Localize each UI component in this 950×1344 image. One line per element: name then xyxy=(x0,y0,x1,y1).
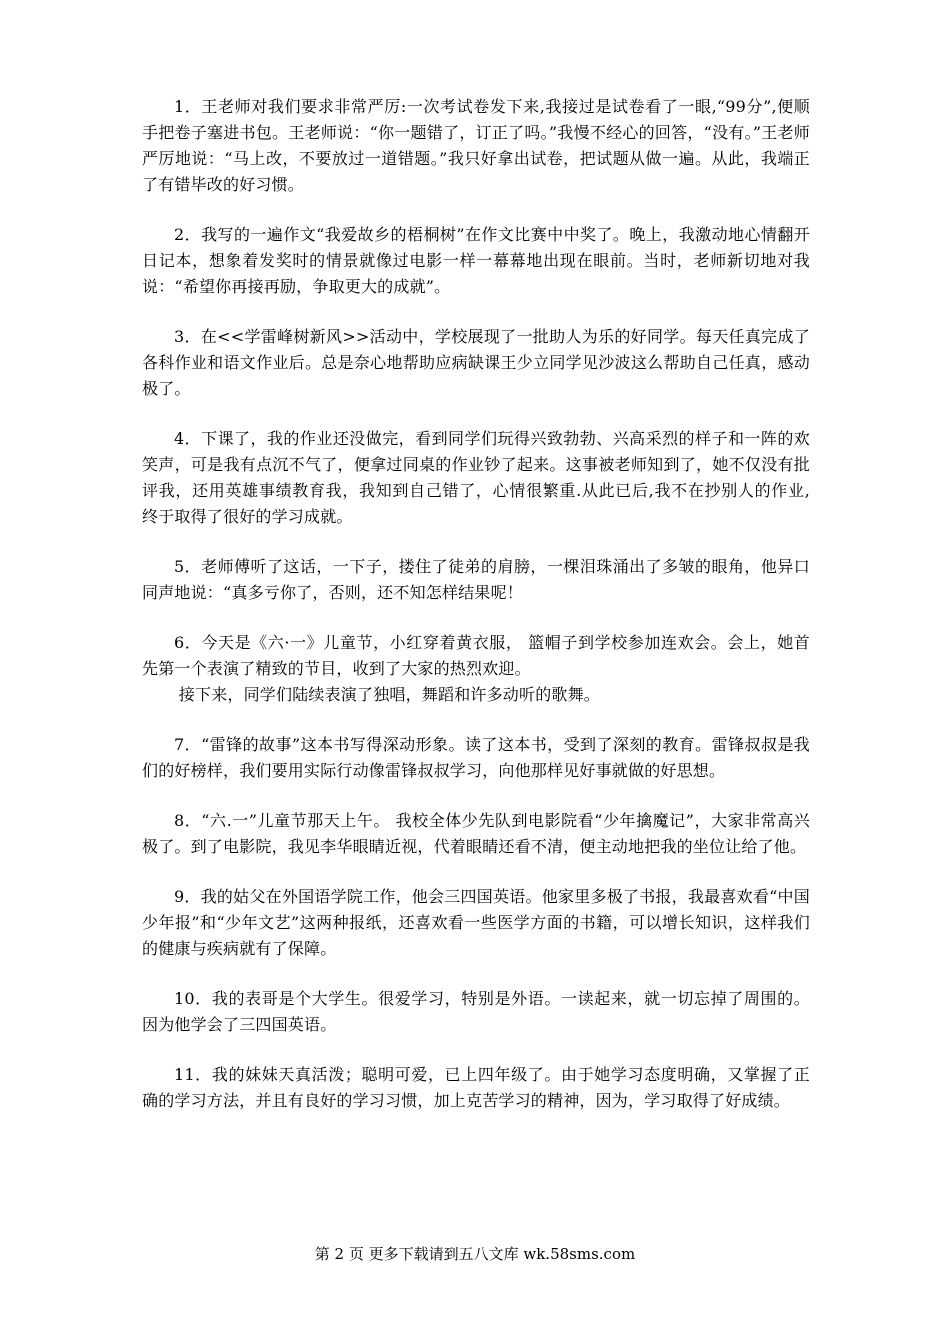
document-body xyxy=(142,94,810,1138)
paragraph-3 xyxy=(142,324,810,402)
paragraph-text: 2．我写的一遍作文“我爱故乡的梧桐树”在作文比赛中中奖了。晚上，我激动地心情翻开日记本，想象着发奖时的情景就像过电影一样一幕幕地出现在眼前。当时，老师新切地对我说：“希望你再接再励，争取更大的成就”。 xyxy=(142,225,810,296)
paragraph-7 xyxy=(142,732,810,784)
paragraph-text: 4．下课了，我的作业还没做完，看到同学们玩得兴致勃勃、兴高采烈的样子和一阵的欢笑声，可是我有点沉不气了，便拿过同桌的作业钞了起来。这事被老师知到了，她不仅没有批评我，还用英雄事绩教育我，我知到自己错了，心情很繁重.从此已后,我不在抄别人的作业, 终于取得了很好的学习成就。 xyxy=(142,429,810,526)
paragraph-text: 5．老师傅听了这话，一下子，搂住了徒弟的肩膀，一棵泪珠涌出了多皱的眼角，他异口同声地说：“真多亏你了，否则，还不知怎样结果呢！ xyxy=(142,557,810,602)
paragraph-continuation: 接下来，同学们陆续表演了独唱，舞蹈和许多动听的歌舞。 xyxy=(178,685,600,704)
paragraph-text: 8．“六.一”儿童节那天上午。 我校全体少先队到电影院看“少年擒魔记”，大家非常高兴极了。到了电影院，我见李华眼睛近视，代着眼睛还看不清，便主动地把我的坐位让给了他。 xyxy=(142,811,810,856)
paragraph-11 xyxy=(142,1062,810,1114)
paragraph-text: 3．在<<学雷峰树新风>>活动中，学校展现了一批助人为乐的好同学。每天任真完成了各科作业和语文作业后。总是奈心地帮助应病缺课王少立同学见沙波这么帮助自己任真，感动极了。 xyxy=(142,327,810,398)
paragraph-text: 9．我的姑父在外国语学院工作，他会三四国英语。他家里多极了书报，我最喜欢看“中国少年报”和“少年文艺”这两种报纸，还喜欢看一些医学方面的书籍，可以增长知识，这样我们的健康与疾病就有了保障。 xyxy=(142,887,810,958)
paragraph-text: 6．今天是《六·一》儿童节，小红穿着黄衣服， 篮帽子到学校参加连欢会。会上，她首先第一个表演了精致的节目，收到了大家的热烈欢迎。 xyxy=(142,633,810,678)
paragraph-5 xyxy=(142,554,810,606)
page-footer: 第 2 页 更多下载请到五八文库 wk.58sms.com xyxy=(314,1245,636,1263)
paragraph-4 xyxy=(142,426,810,530)
paragraph-1 xyxy=(142,94,810,198)
paragraph-text: 7．“雷锋的故事”这本书写得深动形象。读了这本书，受到了深刻的教育。雷锋叔叔是我们的好榜样，我们要用实际行动像雷锋叔叔学习，向他那样见好事就做的好思想。 xyxy=(142,735,810,780)
paragraph-text: 11．我的妹妹天真活泼；聪明可爱，已上四年级了。由于她学习态度明确，又掌握了正确的学习方法，并且有良好的学习习惯，加上克苦学习的精神，因为，学习取得了好成绩。 xyxy=(142,1065,810,1110)
paragraph-10 xyxy=(142,986,810,1038)
paragraph-8 xyxy=(142,808,810,860)
paragraph-2 xyxy=(142,222,810,300)
paragraph-9 xyxy=(142,884,810,962)
paragraph-text: 10．我的表哥是个大学生。很爱学习，特别是外语。一读起来，就一切忘掉了周围的。因为他学会了三四国英语。 xyxy=(142,989,810,1034)
paragraph-text: 1．王老师对我们要求非常严厉:一次考试卷发下来,我接过是试卷看了一眼,“99分”,便顺手把卷子塞进书包。王老师说：“你一题错了，订正了吗。”我慢不经心的回答，“没有。”王老师严厉地说：“马上改，不要放过一道错题。”我只好拿出试卷，把试题从做一遍。从此，我端正了有错毕改的好习惯。 xyxy=(142,97,810,194)
paragraph-6 xyxy=(142,630,810,708)
